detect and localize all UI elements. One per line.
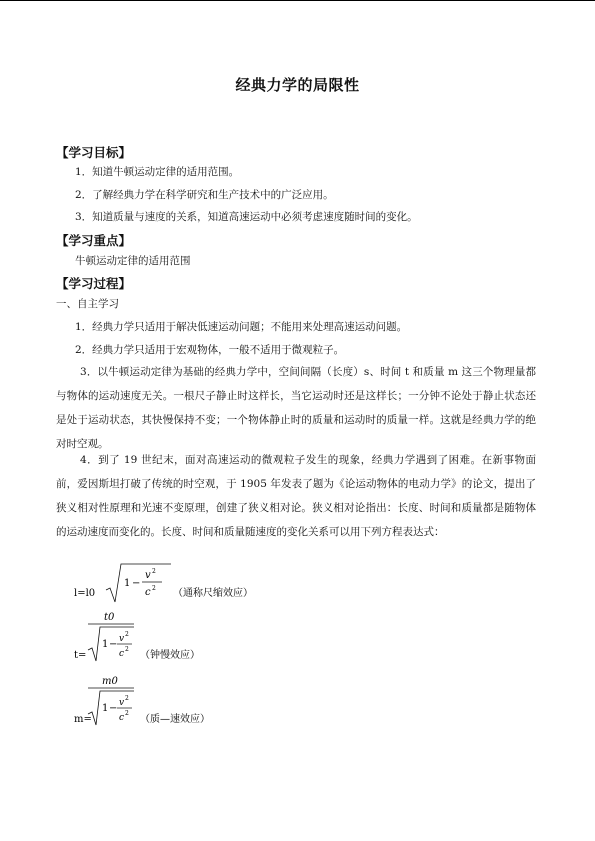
formula-lhs: t= <box>74 650 87 661</box>
formula-lhs: m= <box>74 714 92 725</box>
formula-lhs: l=l0 <box>74 588 96 599</box>
goal-item: 3．知道质量与速度的关系，知道高速运动中必须考虑速度随时间的变化。 <box>75 211 418 223</box>
exponent: 2 <box>125 710 129 717</box>
formula-length-contraction <box>74 560 274 608</box>
velocity-symbol: v <box>119 698 125 708</box>
velocity-symbol: v <box>145 570 151 581</box>
process-paragraph-1: 1．经典力学只适用于解决低速运动问题；不能用来处理高速运动问题。 <box>75 321 408 333</box>
formula-note: （通称尺缩效应） <box>173 588 253 599</box>
process-heading: 【学习过程】 <box>56 276 132 291</box>
paragraph-4-text: 4．到了 19 世纪末，面对高速运动的微观粒子发生的现象，经典力学遇到了困难。在新事物面前，爱因斯坦打破了传统的时空观，于 1905 年发表了题为《论运动物体的电动力学》的论文，提出了狭义相对性原理和光速不变原理，创建了狭义相对论。狭义相对论指出：长度、时间和质量都是随物体的运动速度而变化的。长度、时间和质量随速度的变化关系可以用下列方程表达式： <box>56 454 536 538</box>
formula-time-svg <box>74 608 274 664</box>
key-text: 牛顿运动定律的适用范围 <box>75 255 191 267</box>
light-speed-symbol: c <box>145 587 151 598</box>
exponent: 2 <box>125 695 129 702</box>
process-paragraph-3 <box>56 360 536 456</box>
exponent: 2 <box>125 631 129 638</box>
formula-length-svg <box>74 560 274 608</box>
velocity-symbol: v <box>119 634 125 644</box>
light-speed-symbol: c <box>119 713 125 723</box>
numerator-m0: m0 <box>102 676 118 687</box>
page-title: 经典力学的局限性 <box>235 76 360 94</box>
process-paragraph-4 <box>56 448 536 544</box>
exponent: 2 <box>152 568 156 575</box>
formula-one: 1 <box>102 639 109 650</box>
formula-mass-velocity <box>74 672 274 728</box>
light-speed-symbol: c <box>119 649 125 659</box>
formula-minus: − <box>109 703 118 714</box>
formula-time-dilation <box>74 608 274 664</box>
goal-item: 2．了解经典力学在科学研究和生产技术中的广泛应用。 <box>75 189 334 201</box>
formula-mass-svg <box>74 672 274 728</box>
numerator-t0: t0 <box>104 612 115 623</box>
goals-heading: 【学习目标】 <box>56 145 132 160</box>
process-subheading: 一、自主学习 <box>56 298 119 310</box>
exponent: 2 <box>125 646 129 653</box>
formula-note: （质—速效应） <box>140 714 210 725</box>
paragraph-3-text: 3．以牛顿运动定律为基础的经典力学中，空间间隔（长度）s、时间 t 和质量 m 这三个物理量都与物体的运动速度无关。一根尺子静止时这样长，当它运动时还是这样长；一分钟不论处于静止状态还是处于运动状态，其快慢保持不变；一个物体静止时的质量和运动时的质量一样。这就是经典力学的绝对时空观。 <box>56 366 536 450</box>
formula-minus: − <box>109 639 118 650</box>
goal-item: 1．知道牛顿运动定律的适用范围。 <box>75 166 240 178</box>
formula-minus: − <box>132 578 141 589</box>
top-rule <box>0 0 595 1</box>
key-heading: 【学习重点】 <box>56 233 132 248</box>
formula-one: 1 <box>124 578 131 589</box>
process-paragraph-2: 2．经典力学只适用于宏观物体，一般不适用于微观粒子。 <box>75 344 345 356</box>
formula-note: （钟慢效应） <box>140 650 200 661</box>
formula-one: 1 <box>102 703 109 714</box>
exponent: 2 <box>152 585 156 592</box>
